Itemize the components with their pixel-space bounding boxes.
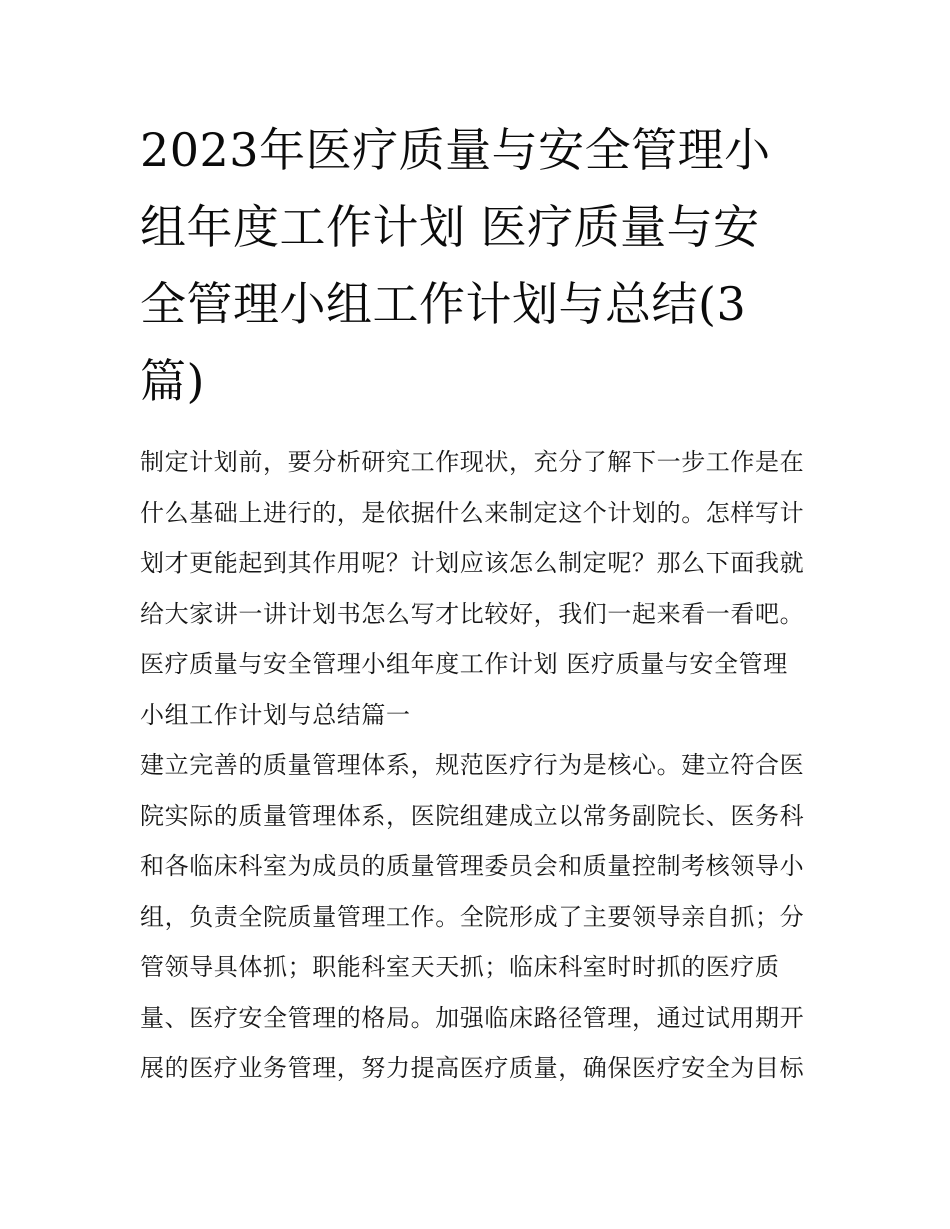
body-line-13: 展的医疗业务管理，努力提高医疗质量，确保医疗安全为目标 (140, 1054, 805, 1082)
body-line-5: 医疗质量与安全管理小组年度工作计划 医疗质量与安全管理 (140, 650, 788, 678)
title-line-2: 组年度工作计划 医疗质量与安 (140, 200, 760, 254)
document-content (140, 112, 812, 1094)
body-line-3: 划才更能起到其作用呢？计划应该怎么制定呢？那么下面我就 (140, 549, 805, 577)
document-title (140, 112, 812, 420)
title-line-1: 2023年医疗质量与安全管理小 (140, 123, 771, 177)
document-body (140, 437, 812, 1094)
body-line-2: 什么基础上进行的，是依据什么来制定这个计划的。怎样写计 (140, 498, 805, 527)
body-line-12: 量、医疗安全管理的格局。加强临床路径管理，通过试用期开 (140, 1003, 805, 1032)
body-line-11: 管领导具体抓；职能科室天天抓；临床科室时时抓的医疗质 (140, 953, 780, 981)
body-line-9: 和各临床科室为成员的质量管理委员会和质量控制考核领导小 (140, 852, 805, 880)
body-line-7: 建立完善的质量管理体系，规范医疗行为是核心。建立符合医 (140, 751, 805, 779)
body-line-1: 制定计划前，要分析研究工作现状，充分了解下一步工作是在 (140, 448, 805, 476)
body-line-10: 组，负责全院质量管理工作。全院形成了主要领导亲自抓；分 (140, 902, 805, 931)
title-line-4: 篇) (140, 354, 205, 408)
body-line-6: 小组工作计划与总结篇一 (140, 700, 411, 729)
body-line-4: 给大家讲一讲计划书怎么写才比较好，我们一起来看一看吧。 (140, 599, 805, 628)
title-line-3: 全管理小组工作计划与总结(3 (140, 277, 747, 331)
body-line-8: 院实际的质量管理体系，医院组建成立以常务副院长、医务科 (140, 801, 805, 830)
